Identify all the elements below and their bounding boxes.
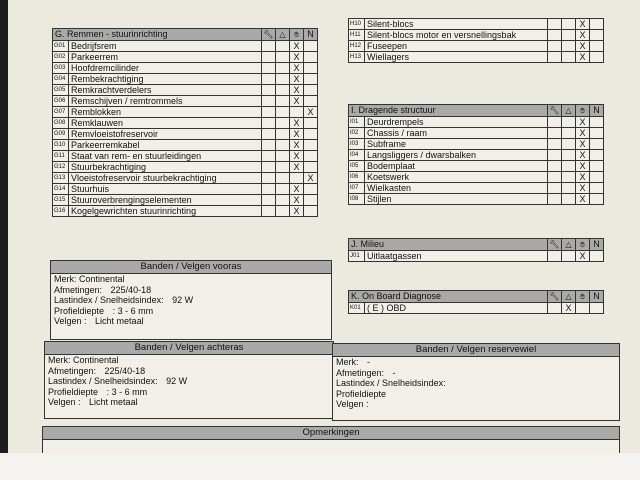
check-cell — [590, 172, 604, 183]
front-prof-row — [51, 306, 331, 317]
remarks-title: Opmerkingen — [43, 427, 619, 440]
check-cell — [304, 41, 318, 52]
rear-last-row — [45, 376, 333, 387]
item-code: J01 — [349, 251, 365, 262]
check-cell — [304, 63, 318, 74]
item-label: Langsliggers / dwarsbalken — [365, 150, 548, 161]
warning-icon: △ — [562, 239, 576, 251]
check-cell — [548, 19, 562, 30]
item-code: I03 — [349, 139, 365, 150]
check-cell — [548, 117, 562, 128]
check-cell — [590, 41, 604, 52]
checklist-row — [53, 96, 318, 107]
check-cell — [276, 118, 290, 129]
checklist-row — [349, 19, 604, 30]
item-code: I07 — [349, 183, 365, 194]
item-label: Staat van rem- en stuurleidingen — [69, 151, 262, 162]
item-code: G15 — [53, 195, 69, 206]
check-cell — [548, 194, 562, 205]
prof-label: Profieldiepte — [336, 388, 387, 399]
check-cell — [304, 129, 318, 140]
merk-label: Merk: — [48, 355, 71, 365]
velg-value: Licht metaal — [95, 316, 144, 326]
checklist-row — [53, 52, 318, 63]
section-k-title: K. On Board Diagnose — [349, 291, 548, 303]
check-cell — [548, 161, 562, 172]
check-mark: X — [576, 139, 590, 150]
checklist-row — [53, 74, 318, 85]
item-code: H12 — [349, 41, 365, 52]
check-mark: X — [576, 172, 590, 183]
check-cell — [304, 140, 318, 151]
afm-label: Afmetingen: — [48, 365, 97, 376]
item-label: Koetswerk — [365, 172, 548, 183]
item-code: H11 — [349, 30, 365, 41]
item-code: I04 — [349, 150, 365, 161]
rear-tires-title: Banden / Velgen achteras — [45, 342, 333, 355]
check-cell — [276, 206, 290, 217]
item-label: Stijlen — [365, 194, 548, 205]
item-label: Stuuroverbrengingselementen — [69, 195, 262, 206]
checklist-row — [349, 161, 604, 172]
checklist-row — [53, 162, 318, 173]
front-afm-row — [51, 285, 331, 296]
check-mark: X — [290, 96, 304, 107]
check-mark: X — [304, 107, 318, 118]
spare-tires-title: Banden / Velgen reservewiel — [333, 344, 619, 357]
check-cell — [548, 41, 562, 52]
item-code: H13 — [349, 52, 365, 63]
check-cell — [548, 172, 562, 183]
check-mark: X — [576, 19, 590, 30]
check-mark: X — [304, 173, 318, 184]
front-velg-row — [51, 316, 331, 327]
check-mark: X — [576, 117, 590, 128]
check-mark: X — [290, 129, 304, 140]
check-cell — [276, 96, 290, 107]
checklist-row — [349, 139, 604, 150]
check-cell — [562, 30, 576, 41]
check-cell — [262, 63, 276, 74]
check-cell — [590, 128, 604, 139]
check-cell — [590, 183, 604, 194]
last-label: Lastindex / Snelheidsindex: — [336, 378, 446, 388]
checklist-row — [349, 117, 604, 128]
check-cell — [562, 150, 576, 161]
check-cell — [304, 162, 318, 173]
check-mark: X — [576, 150, 590, 161]
item-code: G01 — [53, 41, 69, 52]
item-code: I05 — [349, 161, 365, 172]
merk-value: - — [367, 357, 371, 367]
hand-icon: ✋︎ — [576, 239, 590, 251]
check-mark: X — [290, 52, 304, 63]
wrench-icon: 🔧︎ — [263, 30, 274, 39]
check-cell — [576, 303, 590, 314]
check-cell — [276, 173, 290, 184]
check-cell — [262, 140, 276, 151]
item-code: I02 — [349, 128, 365, 139]
check-mark: X — [290, 140, 304, 151]
check-cell — [590, 19, 604, 30]
check-cell — [590, 150, 604, 161]
check-cell — [562, 139, 576, 150]
checklist-row — [349, 172, 604, 183]
hand-icon: ✋︎ — [290, 29, 304, 41]
check-cell — [304, 151, 318, 162]
checklist-row — [53, 118, 318, 129]
item-code: I06 — [349, 172, 365, 183]
check-mark: X — [576, 194, 590, 205]
check-cell — [276, 129, 290, 140]
spare-velg-row — [333, 399, 619, 410]
checklist-row — [349, 52, 604, 63]
check-cell — [262, 107, 276, 118]
checklist-row — [53, 195, 318, 206]
spare-afm-row — [333, 368, 619, 379]
item-label: Silent-blocs motor en versnellingsbak — [365, 30, 548, 41]
check-cell — [262, 162, 276, 173]
item-label: Remschijven / remtrommels — [69, 96, 262, 107]
last-value: 92 W — [166, 376, 188, 386]
check-cell — [262, 52, 276, 63]
checklist-row — [349, 150, 604, 161]
check-cell — [276, 85, 290, 96]
check-cell — [548, 183, 562, 194]
checklist-row — [53, 41, 318, 52]
item-code: G02 — [53, 52, 69, 63]
front-last-row — [51, 295, 331, 306]
checklist-row — [349, 30, 604, 41]
prof-label: Profieldiepte — [48, 386, 99, 397]
check-cell — [262, 41, 276, 52]
check-mark: X — [290, 74, 304, 85]
check-mark: X — [290, 151, 304, 162]
item-label: Bodemplaat — [365, 161, 548, 172]
check-cell — [290, 107, 304, 118]
item-code: G03 — [53, 63, 69, 74]
hand-icon: ✋︎ — [576, 291, 590, 303]
check-cell — [304, 118, 318, 129]
check-cell — [276, 140, 290, 151]
prof-value: : 3 - 6 mm — [112, 305, 154, 316]
check-cell — [290, 173, 304, 184]
checklist-row — [53, 173, 318, 184]
item-code: G05 — [53, 85, 69, 96]
check-cell — [548, 128, 562, 139]
afm-label: Afmetingen: — [54, 284, 103, 295]
checklist-row — [349, 183, 604, 194]
check-mark: X — [576, 161, 590, 172]
checklist-row — [349, 251, 604, 262]
check-mark: X — [576, 183, 590, 194]
check-cell — [562, 19, 576, 30]
checklist-row — [53, 129, 318, 140]
section-k-table — [348, 290, 604, 314]
check-mark: X — [290, 63, 304, 74]
na-header: N — [590, 291, 604, 303]
check-cell — [548, 251, 562, 262]
item-code: G07 — [53, 107, 69, 118]
check-mark: X — [290, 41, 304, 52]
rear-merk-row — [45, 355, 333, 366]
rear-prof-row — [45, 387, 333, 398]
spare-tires-box — [332, 343, 620, 421]
warning-icon: △ — [276, 29, 290, 41]
check-cell — [276, 184, 290, 195]
check-mark: X — [290, 184, 304, 195]
page-bottom-margin — [0, 453, 640, 480]
spare-last-row — [333, 378, 619, 389]
velg-label: Velgen : — [336, 399, 369, 409]
front-tires-box — [50, 260, 332, 340]
item-code: G14 — [53, 184, 69, 195]
check-cell — [562, 251, 576, 262]
check-cell — [562, 161, 576, 172]
check-mark: X — [290, 206, 304, 217]
item-label: Wielkasten — [365, 183, 548, 194]
check-cell — [304, 184, 318, 195]
check-cell — [548, 150, 562, 161]
check-cell — [262, 195, 276, 206]
checklist-row — [53, 206, 318, 217]
item-label: Kogelgewrichten stuurinrichting — [69, 206, 262, 217]
wrench-icon: 🔧︎ — [549, 292, 560, 301]
check-cell — [562, 52, 576, 63]
checklist-row — [53, 140, 318, 151]
item-label: Parkeerrem — [69, 52, 262, 63]
item-label: Remklauwen — [69, 118, 262, 129]
check-cell — [590, 303, 604, 314]
check-cell — [276, 63, 290, 74]
section-i-table — [348, 104, 604, 205]
item-code: I08 — [349, 194, 365, 205]
check-cell — [276, 107, 290, 118]
merk-label: Merk: — [336, 357, 359, 367]
check-cell — [304, 85, 318, 96]
item-label: Deurdrempels — [365, 117, 548, 128]
afm-label: Afmetingen: — [336, 367, 385, 378]
check-cell — [304, 195, 318, 206]
check-mark: X — [576, 41, 590, 52]
checklist-row — [53, 107, 318, 118]
check-cell — [590, 52, 604, 63]
check-cell — [548, 303, 562, 314]
item-code: G08 — [53, 118, 69, 129]
item-label: Bedrijfsrem — [69, 41, 262, 52]
item-label: Hoofdremcilinder — [69, 63, 262, 74]
check-mark: X — [576, 128, 590, 139]
check-cell — [262, 206, 276, 217]
check-cell — [304, 74, 318, 85]
hand-icon: ✋︎ — [576, 105, 590, 117]
check-cell — [262, 74, 276, 85]
wrench-icon: 🔧︎ — [549, 240, 560, 249]
check-cell — [304, 96, 318, 107]
check-cell — [548, 30, 562, 41]
last-label: Lastindex / Snelheidsindex: — [54, 295, 164, 305]
velg-label: Velgen : — [54, 316, 87, 326]
warning-icon: △ — [562, 291, 576, 303]
spare-prof-row — [333, 389, 619, 400]
merk-label: Merk: — [54, 274, 77, 284]
spare-merk-row — [333, 357, 619, 368]
item-label: Parkeerremkabel — [69, 140, 262, 151]
last-value: 92 W — [172, 295, 194, 305]
checklist-row — [53, 63, 318, 74]
checklist-row — [53, 85, 318, 96]
section-j-table — [348, 238, 604, 262]
check-cell — [262, 85, 276, 96]
na-header: N — [590, 105, 604, 117]
item-code: G11 — [53, 151, 69, 162]
check-cell — [562, 172, 576, 183]
item-label: Stuurbekrachtiging — [69, 162, 262, 173]
section-i-title: I. Dragende structuur — [349, 105, 548, 117]
item-label: Remvloeistofreservoir — [69, 129, 262, 140]
checklist-row — [349, 303, 604, 314]
check-cell — [562, 183, 576, 194]
check-cell — [590, 117, 604, 128]
check-cell — [304, 206, 318, 217]
section-g-title: G. Remmen - stuurinrichting — [53, 29, 262, 41]
checklist-row — [53, 151, 318, 162]
check-cell — [262, 151, 276, 162]
check-mark: X — [290, 162, 304, 173]
na-header: N — [590, 239, 604, 251]
check-cell — [590, 139, 604, 150]
check-mark: X — [576, 52, 590, 63]
wrench-icon: 🔧︎ — [549, 106, 560, 115]
check-cell — [276, 41, 290, 52]
check-cell — [590, 30, 604, 41]
item-code: G12 — [53, 162, 69, 173]
check-cell — [590, 161, 604, 172]
check-cell — [276, 162, 290, 173]
item-label: ( E ) OBD — [365, 303, 548, 314]
item-code: G13 — [53, 173, 69, 184]
check-cell — [562, 194, 576, 205]
item-code: I01 — [349, 117, 365, 128]
item-label: Vloeistofreservoir stuurbekrachtiging — [69, 173, 262, 184]
item-label: Chassis / raam — [365, 128, 548, 139]
check-cell — [276, 74, 290, 85]
afm-value: 225/40-18 — [110, 284, 152, 295]
check-cell — [562, 41, 576, 52]
item-label: Remkrachtverdelers — [69, 85, 262, 96]
checklist-row — [349, 194, 604, 205]
check-cell — [562, 128, 576, 139]
item-code: G09 — [53, 129, 69, 140]
prof-value: : 3 - 6 mm — [106, 386, 148, 397]
item-code: K01 — [349, 303, 365, 314]
dark-edge — [0, 0, 8, 480]
check-cell — [548, 139, 562, 150]
check-mark: X — [290, 195, 304, 206]
merk-value: Continental — [73, 355, 119, 365]
check-cell — [262, 96, 276, 107]
check-mark: X — [290, 85, 304, 96]
rear-tires-box — [44, 341, 334, 419]
warning-icon: △ — [562, 105, 576, 117]
item-code: G16 — [53, 206, 69, 217]
check-mark: X — [576, 251, 590, 262]
rear-velg-row — [45, 397, 333, 408]
item-label: Wiellagers — [365, 52, 548, 63]
check-cell — [590, 251, 604, 262]
afm-value: 225/40-18 — [104, 365, 146, 376]
item-code: G10 — [53, 140, 69, 151]
item-label: Uitlaatgassen — [365, 251, 548, 262]
item-label: Remblokken — [69, 107, 262, 118]
check-mark: X — [290, 118, 304, 129]
afm-value: - — [392, 367, 396, 378]
check-mark: X — [562, 303, 576, 314]
check-cell — [590, 194, 604, 205]
section-g-table — [52, 28, 318, 217]
checklist-row — [53, 184, 318, 195]
na-header: N — [304, 29, 318, 41]
velg-label: Velgen : — [48, 397, 81, 407]
prof-label: Profieldiepte — [54, 305, 105, 316]
check-mark: X — [576, 30, 590, 41]
item-label: Subframe — [365, 139, 548, 150]
item-label: Silent-blocs — [365, 19, 548, 30]
velg-value: Licht metaal — [89, 397, 138, 407]
rear-afm-row — [45, 366, 333, 377]
check-cell — [262, 118, 276, 129]
item-code: G06 — [53, 96, 69, 107]
item-label: Rembekrachtiging — [69, 74, 262, 85]
section-h-table — [348, 18, 604, 63]
check-cell — [276, 151, 290, 162]
item-code: H10 — [349, 19, 365, 30]
check-cell — [276, 52, 290, 63]
check-cell — [548, 52, 562, 63]
front-merk-row — [51, 274, 331, 285]
front-tires-title: Banden / Velgen vooras — [51, 261, 331, 274]
checklist-row — [349, 41, 604, 52]
check-cell — [262, 129, 276, 140]
check-cell — [262, 173, 276, 184]
checklist-row — [349, 128, 604, 139]
merk-value: Continental — [79, 274, 125, 284]
check-cell — [304, 52, 318, 63]
last-label: Lastindex / Snelheidsindex: — [48, 376, 158, 386]
item-code: G04 — [53, 74, 69, 85]
item-label: Fuseepen — [365, 41, 548, 52]
check-cell — [562, 117, 576, 128]
check-cell — [276, 195, 290, 206]
section-j-title: J. Milieu — [349, 239, 548, 251]
check-cell — [262, 184, 276, 195]
item-label: Stuurhuis — [69, 184, 262, 195]
